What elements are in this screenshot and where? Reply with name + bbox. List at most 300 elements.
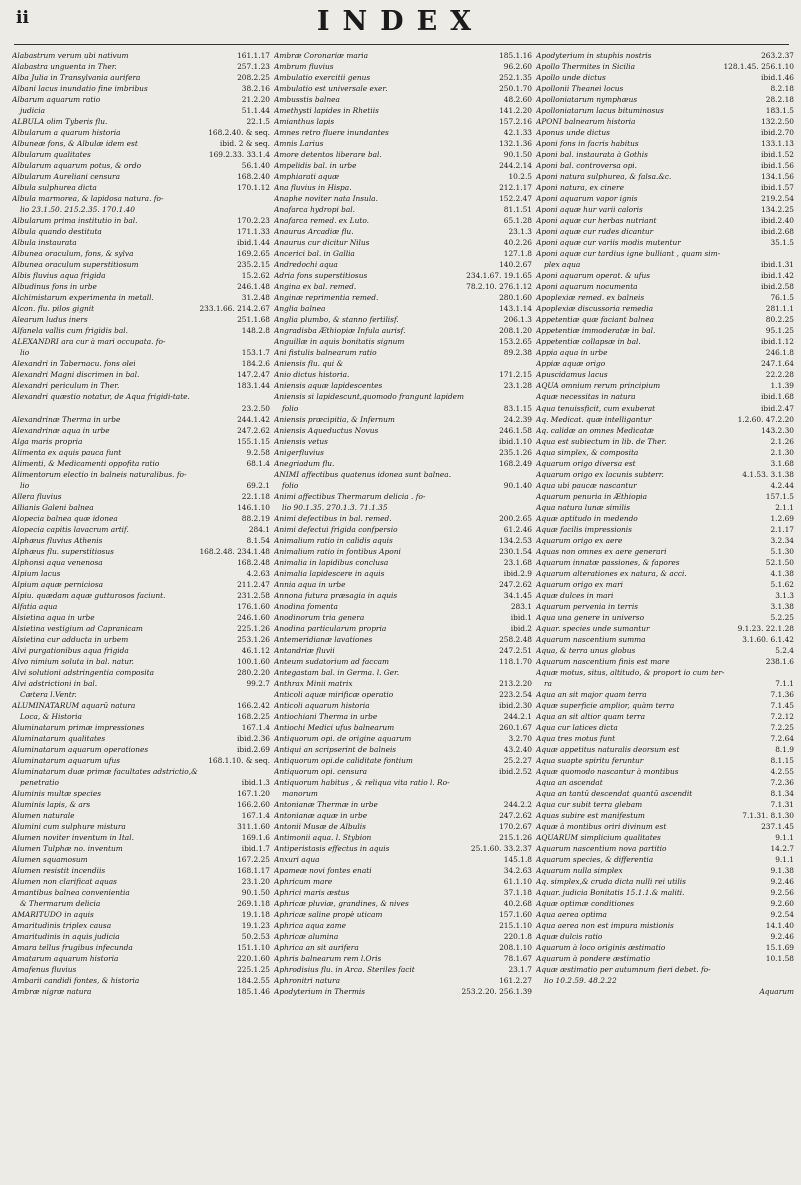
index-entry: [536, 369, 794, 380]
index-entry: [536, 358, 794, 369]
index-entry-term: Anaurus cur dicitur Nilus: [274, 238, 370, 248]
index-entry-term: Aquarum à pondere æstimatio: [536, 954, 651, 964]
index-entry-reference: 168.1.10. & seq.: [208, 756, 270, 765]
index-entry-reference: 133.1.13: [761, 139, 794, 149]
index-entry-term: Animi defectibus in bal. remed.: [274, 513, 392, 523]
index-entry: [536, 105, 794, 116]
index-entry-term: Anafarca remed. ex Luto.: [274, 216, 369, 226]
index-entry-reference: 48.2.60: [503, 95, 532, 105]
index-entry: [536, 755, 794, 766]
index-entry-term: Ambulatio est universale exer.: [274, 84, 388, 94]
index-entry-term: Albula quando destituta: [12, 227, 102, 237]
index-entry-reference: ibid.1.57: [761, 183, 794, 193]
index-entry-reference: 168.2.40. & seq.: [208, 128, 270, 138]
index-entry: [274, 843, 532, 854]
index-entry-reference: 206.1.3: [503, 315, 532, 325]
index-entry: [274, 766, 532, 777]
index-entry-reference: 257.1.23: [237, 62, 270, 72]
index-entry-term: AQUARUM simplicium qualitates: [536, 833, 661, 843]
index-entry-term: Albula marmorea, & lapidosa natura. fo-: [12, 194, 164, 204]
index-entry-term: Antiquorum habitus , & reliqua vita ratio l. Ro-: [274, 778, 450, 788]
index-entry: [12, 480, 270, 491]
index-entry: [274, 722, 532, 733]
index-entry-reference: ibid.2.47: [761, 403, 794, 413]
index-entry-reference: 7.2.64: [770, 733, 794, 743]
index-entry-term: Albularum Aureliani censura: [12, 172, 120, 182]
index-entry-reference: 9.1.23. 22.1.28: [737, 623, 794, 633]
index-entry-term: Albarum aquarum ratio: [12, 95, 101, 105]
index-entry-reference: 22.2.28: [765, 370, 794, 380]
index-entry-reference: 269.1.18: [237, 899, 270, 909]
index-entry-reference: ibid.1.7: [241, 844, 270, 854]
index-entry-term: Alfanela vallis cum frigidis bal.: [12, 326, 128, 336]
index-entry-term: ALUMINATARUM aquarū natura: [12, 700, 136, 710]
index-entry: [536, 722, 794, 733]
index-entry-term: Aluminis lapis, & ars: [12, 800, 91, 810]
index-entry: [12, 458, 270, 469]
index-entry-term: Annia aqua in urbe: [274, 579, 346, 589]
index-entry: [536, 436, 794, 447]
index-entry-reference: 168.2.48. 234.1.48: [199, 546, 270, 556]
index-entry: [274, 590, 532, 601]
index-entry-term: Alexandri Magni discrimen in bal.: [12, 370, 140, 380]
index-entry-term: Alimenta ex aquis pauca funt: [12, 447, 122, 457]
index-entry-reference: 247.2.62: [499, 579, 532, 589]
index-entry: [536, 942, 794, 953]
index-entry-reference: 23.1.20: [241, 877, 270, 887]
index-entry-term: Alumen Tulphæ no. inventum: [12, 844, 123, 854]
index-entry-term: ANIMI affectibus quatenus idonea sunt balnea.: [274, 469, 452, 479]
index-entry: [12, 314, 270, 325]
index-entry: [274, 72, 532, 83]
index-entry-reference: 143.1.14: [499, 304, 532, 314]
index-entry: [536, 645, 794, 656]
index-entry-term: Aponi natura, ex cinere: [536, 183, 624, 193]
index-entry-reference: ibid.1.52: [761, 150, 794, 160]
index-entry-term: Aquæ necessitas in natura: [536, 392, 636, 402]
index-entry: [274, 568, 532, 579]
index-entry: [274, 502, 532, 513]
index-entry: [536, 160, 794, 171]
index-entry-term: Aqua tenuissficit, cum exuberat: [536, 403, 656, 413]
index-entry-term: manorum: [282, 789, 318, 799]
index-entry-reference: 220.1.60: [237, 954, 270, 964]
index-entry-term: Andredochi aqua: [274, 260, 338, 270]
index-entry-reference: 213.2.20: [499, 678, 532, 688]
index-entry-reference: 233.1.66. 214.2.67: [199, 304, 270, 314]
index-entry-term: ra: [544, 678, 552, 688]
index-entry: [274, 887, 532, 898]
index-entry-reference: 247.2.62: [499, 811, 532, 821]
index-entry-term: Aq. Medicat. quæ intelligantur: [536, 414, 652, 424]
index-entry-term: Ampelidis bal. in urbe: [274, 161, 357, 171]
index-entry-term: Anticoli aquarum historia: [274, 700, 370, 710]
index-entry: [274, 215, 532, 226]
index-entry-reference: 3.2.34: [770, 535, 794, 545]
index-entry: [12, 270, 270, 281]
index-entry-term: Aphrici maris æstus: [274, 888, 350, 898]
index-entry: [274, 226, 532, 237]
index-entry-reference: 61.2.46: [503, 524, 532, 534]
index-entry-reference: 8.1.54: [246, 535, 270, 545]
index-entry: [536, 535, 794, 546]
index-entry-term: Apodyterium in Thermis: [274, 987, 366, 997]
index-entry: [12, 215, 270, 226]
index-entry-term: Aquæ dulces in mari: [536, 590, 614, 600]
index-entry: [12, 61, 270, 72]
index-entry: [274, 237, 532, 248]
index-entry-reference: 237.1.45: [761, 822, 794, 832]
index-entry-term: Anteum sudatorium ad faccam: [274, 656, 390, 666]
index-entry-term: Apuscidamus lacus: [536, 370, 608, 380]
index-entry-reference: ibid.1.56: [761, 161, 794, 171]
index-entry-reference: 88.2.19: [241, 513, 270, 523]
index-entry-term: Ambarii candidi fontes, & historia: [12, 976, 140, 986]
index-entry-term: Amafenus fluvius: [12, 965, 77, 975]
index-entry: [536, 61, 794, 72]
index-entry: [274, 491, 532, 502]
index-entry-term: Aquarum origo ex mari: [536, 579, 623, 589]
index-entry-term: Apoplexiæ remed. ex balneis: [536, 293, 645, 303]
index-entry: [274, 149, 532, 160]
index-entry-term: Aquæ quomodo nascantur à montibus: [536, 767, 679, 777]
index-entry: [12, 788, 270, 799]
index-entry-reference: 7.1.1: [775, 678, 794, 688]
index-entry-reference: 34.1.45: [503, 590, 532, 600]
index-entry: [12, 876, 270, 887]
index-entry-term: Amphiarati aquæ: [274, 172, 340, 182]
index-entry-reference: 7.2.36: [770, 778, 794, 788]
index-entry: [12, 678, 270, 689]
index-entry-term: Alabastra unguenta in Ther.: [12, 62, 117, 72]
index-entry: [536, 94, 794, 105]
index-entry-term: Aqua una genere in universo: [536, 612, 645, 622]
index-entry: [274, 105, 532, 116]
index-entry-reference: 184.2.6: [241, 359, 270, 369]
index-entry-reference: 9.2.56: [770, 888, 794, 898]
index-entry-reference: 161.2.27: [499, 976, 532, 986]
index-entry-reference: 14.2.7: [770, 844, 794, 854]
index-entry: [536, 403, 794, 414]
index-entry-term: Antegastam bal. in Germa. l. Ger.: [274, 667, 400, 677]
index-entry-term: penetratio: [20, 778, 59, 788]
index-entry-term: Apollonii Theanei locus: [536, 84, 624, 94]
index-entry-reference: 46.1.12: [241, 645, 270, 655]
index-entry-term: Ancerici bal. in Gallia: [274, 249, 355, 259]
index-entry: [12, 810, 270, 821]
index-entry-term: Alcon. flu. pilos gignit: [12, 304, 95, 314]
index-entry: [536, 546, 794, 557]
index-entry-term: Aniensis flu. qui &: [274, 359, 344, 369]
index-entry-term: Ani fistulis balnearum ratio: [274, 348, 377, 358]
index-entry: [536, 601, 794, 612]
index-entry-reference: 25.2.27: [503, 756, 532, 765]
index-entry: [274, 953, 532, 964]
index-entry: [274, 755, 532, 766]
index-entry: [536, 116, 794, 127]
index-entry-term: Anodinorum tria genera: [274, 612, 365, 622]
index-entry-term: Aqua natura lunæ similis: [536, 502, 630, 512]
index-entry-term: Aniensis si lapidescunt,quomodo frangunt lapidem: [274, 392, 465, 402]
index-entry-reference: 170.1.12: [237, 183, 270, 193]
index-entry: [274, 964, 532, 975]
index-entry-term: AQUA omnium rerum principium: [536, 381, 661, 391]
index-entry: [12, 557, 270, 568]
index-entry-reference: 90.1.50: [503, 150, 532, 160]
index-entry-reference: 2.1.1: [775, 502, 794, 512]
index-entry-reference: 34.2.63: [503, 866, 532, 876]
index-entry-term: Aquæ æstimatio per autumnum fieri debet. fo-: [536, 965, 711, 975]
index-entry: [274, 821, 532, 832]
index-entry-reference: 258.2.48: [499, 634, 532, 644]
index-entry-term: Amantibus balnea convenientia: [12, 888, 130, 898]
index-entry: [12, 292, 270, 303]
index-entry-term: Alpium aquæ perniciosa: [12, 579, 104, 589]
index-entry-reference: 168.1.17: [237, 866, 270, 876]
index-entry-term: Alumen noviter inventum in Ital.: [12, 833, 134, 843]
index-entry: [536, 821, 794, 832]
index-entry-reference: 184.2.55: [237, 976, 270, 986]
index-entry-reference: 176.1.60: [237, 601, 270, 611]
index-entry-term: Ambrum fluvius: [274, 62, 334, 72]
index-entry-reference: 95.1.25: [765, 326, 794, 336]
index-entry: [274, 612, 532, 623]
index-entry: [536, 414, 794, 425]
index-entry: [12, 403, 270, 414]
index-entry-reference: 246.1.8: [765, 348, 794, 358]
index-entry-term: Albani lacus inundatio fine imbribus: [12, 84, 148, 94]
index-entry-term: Appetentiæ quæ faciant balnea: [536, 315, 654, 325]
index-entry-term: Animalium ratio in fontibus Aponi: [274, 546, 401, 556]
index-entry-reference: 231.2.58: [237, 590, 270, 600]
index-entry-term: Aluminatarum aquarum ufus: [12, 756, 121, 765]
index-entry: [536, 700, 794, 711]
index-entry: [12, 601, 270, 612]
index-entry-term: Aquæ motus, situs, altitudo, & proport io cum ter-: [536, 667, 725, 677]
index-entry-reference: 183.1.44: [237, 381, 270, 391]
index-entry: [12, 854, 270, 865]
index-entry: [274, 788, 532, 799]
index-entry: [12, 524, 270, 535]
index-entry: [536, 854, 794, 865]
index-entry: [274, 259, 532, 270]
index-entry-term: Aponus unde dictus: [536, 128, 610, 138]
index-entry: [12, 303, 270, 314]
index-entry-term: Anticoli aquæ mirificæ operatio: [274, 689, 394, 699]
index-entry: [12, 964, 270, 975]
index-entry-reference: 247.1.64: [761, 359, 794, 369]
index-entry: [274, 546, 532, 557]
index-entry: [12, 656, 270, 667]
index-entry: [536, 557, 794, 568]
index-entry: [536, 193, 794, 204]
index-entry-term: Apameæ novi fontes enati: [274, 866, 372, 876]
index-entry-reference: 134.1.56: [761, 172, 794, 182]
index-entry-term: Albula instaurata: [12, 238, 77, 248]
index-entry-term: Albula sulphurea dicta: [12, 183, 97, 193]
index-entry-term: Aphricæ alumina: [274, 932, 339, 942]
index-entry: [12, 193, 270, 204]
index-entry-reference: 90.1.40: [503, 480, 532, 490]
index-entry-reference: 253.1.26: [237, 634, 270, 644]
index-entry: [274, 50, 532, 61]
index-entry: [536, 50, 794, 61]
index-entry-term: Alphæus fluvius Athenis: [12, 535, 103, 545]
index-entry-term: Aponi bal. instaurata à Gothis: [536, 150, 648, 160]
index-entry: [12, 700, 270, 711]
index-entry: [274, 744, 532, 755]
index-entry-reference: 43.2.40: [503, 744, 532, 754]
index-entry-reference: 7.2.12: [770, 711, 794, 721]
index-entry-reference: 38.2.16: [241, 84, 270, 94]
index-entry-reference: 157.2.16: [499, 117, 532, 127]
index-entry-term: Anodina fomenta: [274, 601, 338, 611]
index-entry-term: folio: [282, 403, 299, 413]
index-entry-term: Alexandrinæ aqua in urbe: [12, 425, 110, 435]
index-entry: [536, 491, 794, 502]
index-entry-reference: ibid.2.68: [761, 227, 794, 237]
index-entry-reference: 281.1.1: [765, 304, 794, 314]
index-entry-term: Alphæus flu. superstitiosus: [12, 546, 114, 556]
index-entry-reference: ibid.1.10: [499, 436, 532, 446]
index-entry-term: Appiæ aquæ origo: [536, 359, 606, 369]
index-entry-reference: 157.1.60: [499, 910, 532, 920]
index-entry: [536, 127, 794, 138]
index-entry-term: ALEXANDRI ara cur à mari occupata. fo-: [12, 337, 166, 347]
index-entry-term: Alvo nimium soluta in bal. natur.: [12, 656, 135, 666]
index-entry: [274, 248, 532, 259]
index-entry: [536, 303, 794, 314]
index-entry: [536, 259, 794, 270]
index-entry-term: Aniensis vetus: [274, 436, 328, 446]
index-entry-term: lio: [20, 348, 30, 358]
index-entry-reference: 83.1.15: [503, 403, 532, 413]
index-entry: [536, 843, 794, 854]
index-entry-reference: 212.1.17: [499, 183, 532, 193]
index-entry-term: Amianthus lapis: [274, 117, 335, 127]
index-entry: [12, 237, 270, 248]
index-entry-term: Aquarum origo ex aere: [536, 535, 623, 545]
index-entry: [12, 832, 270, 843]
index-entry-reference: 185.1.16: [499, 51, 532, 60]
index-entry-reference: 7.1.36: [770, 689, 794, 699]
index-entry-term: Albularum aquarum potus, & ordo: [12, 161, 142, 171]
index-entry-term: Anthrax Minii matrix: [274, 678, 353, 688]
index-entry: [536, 237, 794, 248]
index-entry-reference: 9.2.60: [770, 899, 794, 909]
index-entry-reference: ibid.1.31: [761, 260, 794, 270]
index-entry: [274, 656, 532, 667]
index-entry-term: & Thermarum delicia: [20, 899, 101, 909]
index-entry: [12, 942, 270, 953]
index-entry-reference: 23.1.7: [508, 965, 532, 975]
index-entry-reference: 3.1.3: [775, 590, 794, 600]
index-column-1: [12, 50, 270, 997]
index-entry: [536, 182, 794, 193]
index-entry: [12, 259, 270, 270]
index-entry-reference: 3.1.60. 6.1.42: [742, 634, 794, 644]
index-entry-term: Angradisba Æthiopiæ Infula aurisf.: [274, 326, 406, 336]
index-entry-term: Antimonii aqua. l. Stybion: [274, 833, 372, 843]
index-entry-reference: 152.2.47: [499, 194, 532, 204]
index-entry-reference: 56.1.40: [241, 161, 270, 171]
index-entry-term: Animi defectui frigida confpersio: [274, 524, 398, 534]
index-entry: [12, 226, 270, 237]
index-entry-term: Aquæ dulcis ratio: [536, 932, 603, 942]
index-entry: [12, 590, 270, 601]
index-entry-reference: 5.1.30: [770, 546, 794, 556]
index-entry-term: Aphricæ saline propè uticam: [274, 910, 383, 920]
index-entry: [536, 281, 794, 292]
index-entry-reference: ibid.2.69: [237, 744, 270, 754]
index-entry-term: Aquarum penuria in Æthiopia: [536, 491, 648, 501]
index-entry-term: Aqua ubi paucæ nascantur: [536, 480, 637, 490]
index-entry-term: Appetentiæ immoderatæ in bal.: [536, 326, 656, 336]
index-entry-term: Aqua an ascendat: [536, 778, 603, 788]
index-entry-term: Alba Julia in Transylvania aurifera: [12, 73, 141, 83]
index-entry-term: Aphrica aqua ƶame: [274, 921, 346, 931]
index-entry-reference: 168.2.48: [237, 557, 270, 567]
index-entry: [274, 689, 532, 700]
index-entry: [274, 975, 532, 986]
index-entry: [12, 72, 270, 83]
index-entry-term: Ambusstis balnea: [274, 95, 340, 105]
index-entry-reference: ibid.1.12: [761, 337, 794, 347]
index-entry-reference: 8.1.9: [775, 744, 794, 754]
index-entry: [274, 414, 532, 425]
index-entry: [536, 876, 794, 887]
index-entry-reference: ibid.2.30: [499, 700, 532, 710]
index-entry: [274, 425, 532, 436]
index-entry: [274, 898, 532, 909]
index-column-2: [274, 50, 532, 997]
index-entry-reference: 171.1.33: [237, 227, 270, 237]
index-entry: [12, 920, 270, 931]
index-entry-reference: 118.1.70: [499, 656, 532, 666]
index-entry: [274, 447, 532, 458]
index-entry-term: Antiochi Medici ufus balnearum: [274, 722, 395, 732]
index-entry-term: Angina ex bal. remed.: [274, 282, 357, 292]
index-entry-term: Aqua simplex, & composita: [536, 447, 639, 457]
index-entry: [12, 391, 270, 402]
index-entry-reference: 183.1.5: [765, 106, 794, 116]
index-entry-reference: 50.2.53: [241, 932, 270, 942]
index-entry: [536, 766, 794, 777]
index-entry-reference: 5.2.25: [770, 612, 794, 622]
index-entry: [12, 281, 270, 292]
index-entry-term: Aluminatarum aquarum operationes: [12, 744, 149, 754]
index-entry-reference: ibid.1.3: [241, 778, 270, 788]
index-entry-reference: 4.2.44: [770, 480, 794, 490]
index-entry-term: Alopecia capitis lavacrum artif.: [12, 524, 129, 534]
index-entry-reference: 37.1.18: [503, 888, 532, 898]
index-entry-reference: 8.1.34: [770, 789, 794, 799]
index-entry: [12, 502, 270, 513]
index-entry-reference: 4.2.63: [246, 568, 270, 578]
index-entry: [536, 623, 794, 634]
index-entry: [12, 645, 270, 656]
index-entry-reference: 161.1.17: [237, 51, 270, 60]
index-entry-term: Alabastrum verum ubi nativum: [12, 51, 129, 60]
index-entry: [274, 667, 532, 678]
index-entry-reference: 7.1.45: [770, 700, 794, 710]
index-entry-reference: 42.1.33: [503, 128, 532, 138]
index-entry: [12, 127, 270, 138]
index-entry: [536, 248, 794, 259]
index-entry: [536, 171, 794, 182]
page-title: INDEX: [316, 6, 485, 37]
index-entry-term: Aluminatarum primæ impressiones: [12, 722, 145, 732]
